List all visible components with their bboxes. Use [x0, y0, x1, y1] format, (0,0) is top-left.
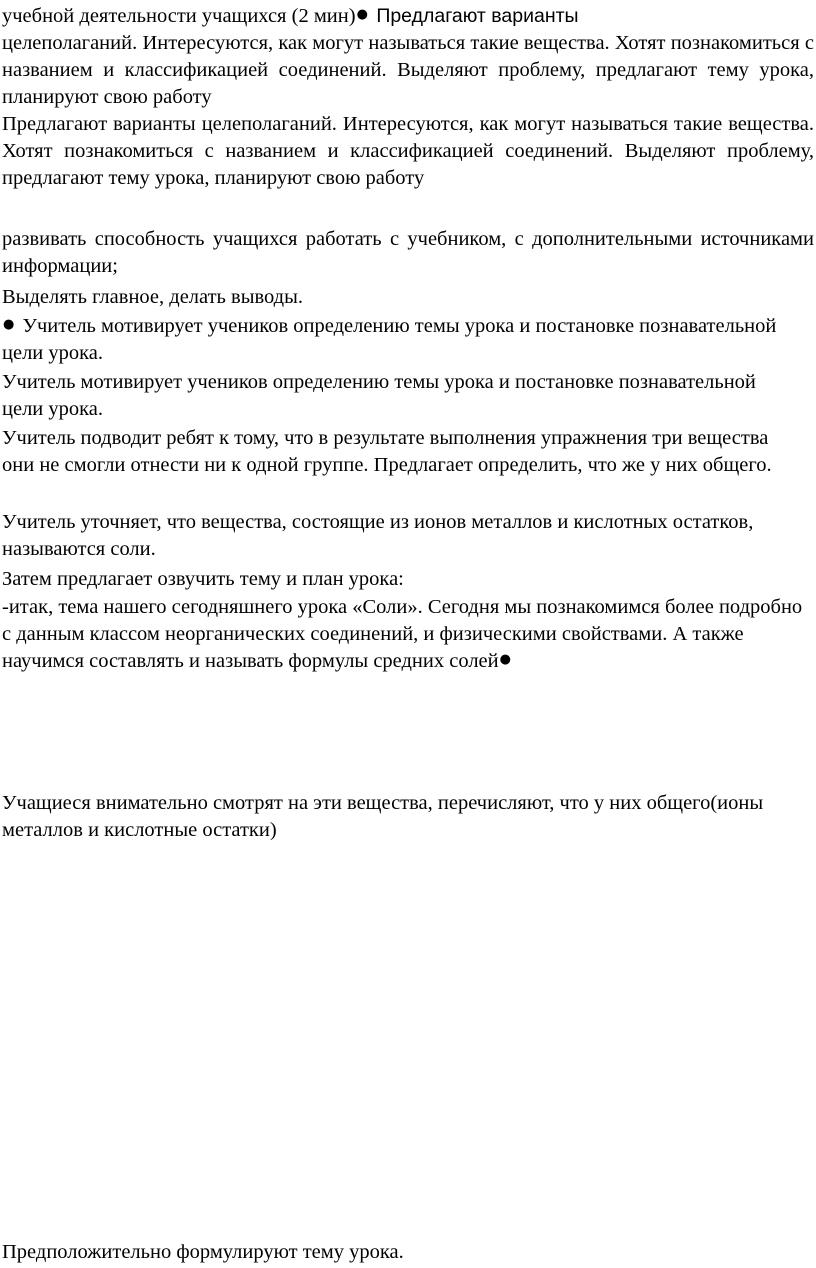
- teacher-clarifies-text: Учитель уточняет, что вещества, состоящие из ионов металлов и кислотных остатков, называются соли.: [2, 511, 754, 560]
- paragraph-teacher-motivates-1: [2, 313, 782, 367]
- paragraph-teacher-clarifies: [2, 509, 807, 563]
- goal-setting-text-2: Предлагают варианты целеполаганий. Интересуются, как могут называться такие вещества. Хотят познакомиться с названием и классификацией соединений. Выделяют проблему, предлагают тему урока, планируют свою работу: [2, 113, 814, 189]
- bullet-icon: ●: [356, 7, 368, 22]
- intro-text-part2: Предлагают варианты: [370, 5, 579, 27]
- paragraph-lesson-plan: [2, 566, 814, 593]
- paragraph-develop-skills: [2, 226, 814, 280]
- teacher-leads-text: Учитель подводит ребят к тому, что в результате выполнения упражнения три вещества они не смогли отнести ни к одной группе. Предлагает определить, что же у них общего.: [2, 427, 772, 476]
- intro-text-part1: учебной деятельности учащихся (2 мин): [2, 5, 356, 27]
- lesson-plan-text: Затем предлагает озвучить тему и план урока:: [2, 568, 404, 590]
- develop-skills-text: развивать способность учащихся работать с учебником, с дополнительными источниками информации;: [2, 228, 814, 277]
- lesson-topic-text: -итак, тема нашего сегодняшнего урока «Соли». Сегодня мы познакомимся более подробно с данным классом неорганических соединений, и физическими свойствами. А также научимся составлять и называть формулы средних солей: [2, 596, 803, 672]
- teacher-motivates-text-1: Учитель мотивирует учеников определению темы урока и постановке познавательной цели урока.: [2, 315, 777, 364]
- paragraph-students-observe: [2, 790, 792, 844]
- paragraph-goal-setting-2: [2, 111, 814, 192]
- paragraph-teacher-motivates-2: [2, 369, 782, 423]
- paragraph-goal-setting-1: [2, 30, 814, 111]
- paragraph-intro: [2, 3, 814, 30]
- paragraph-main-points: [2, 284, 814, 311]
- bullet-icon: ●: [499, 651, 511, 667]
- students-formulate-text: Предположительно формулируют тему урока.: [2, 1241, 404, 1263]
- paragraph-students-formulate: [2, 1239, 814, 1266]
- students-observe-text: Учащиеся внимательно смотрят на эти вещества, перечисляют, что у них общего(ионы металлов и кислотные остатки): [2, 792, 764, 841]
- main-points-text: Выделять главное, делать выводы.: [2, 286, 304, 308]
- paragraph-teacher-leads: [2, 425, 792, 479]
- paragraph-lesson-topic: [2, 594, 814, 675]
- goal-setting-text-1: целеполаганий. Интересуются, как могут называться такие вещества. Хотят познакомиться с названием и классификацией соединений. Выделяют проблему, предлагают тему урока, планируют свою работу: [2, 32, 814, 108]
- bullet-icon: ●: [3, 317, 15, 332]
- teacher-motivates-text-2: Учитель мотивирует учеников определению темы урока и постановке познавательной цели урока.: [2, 371, 756, 420]
